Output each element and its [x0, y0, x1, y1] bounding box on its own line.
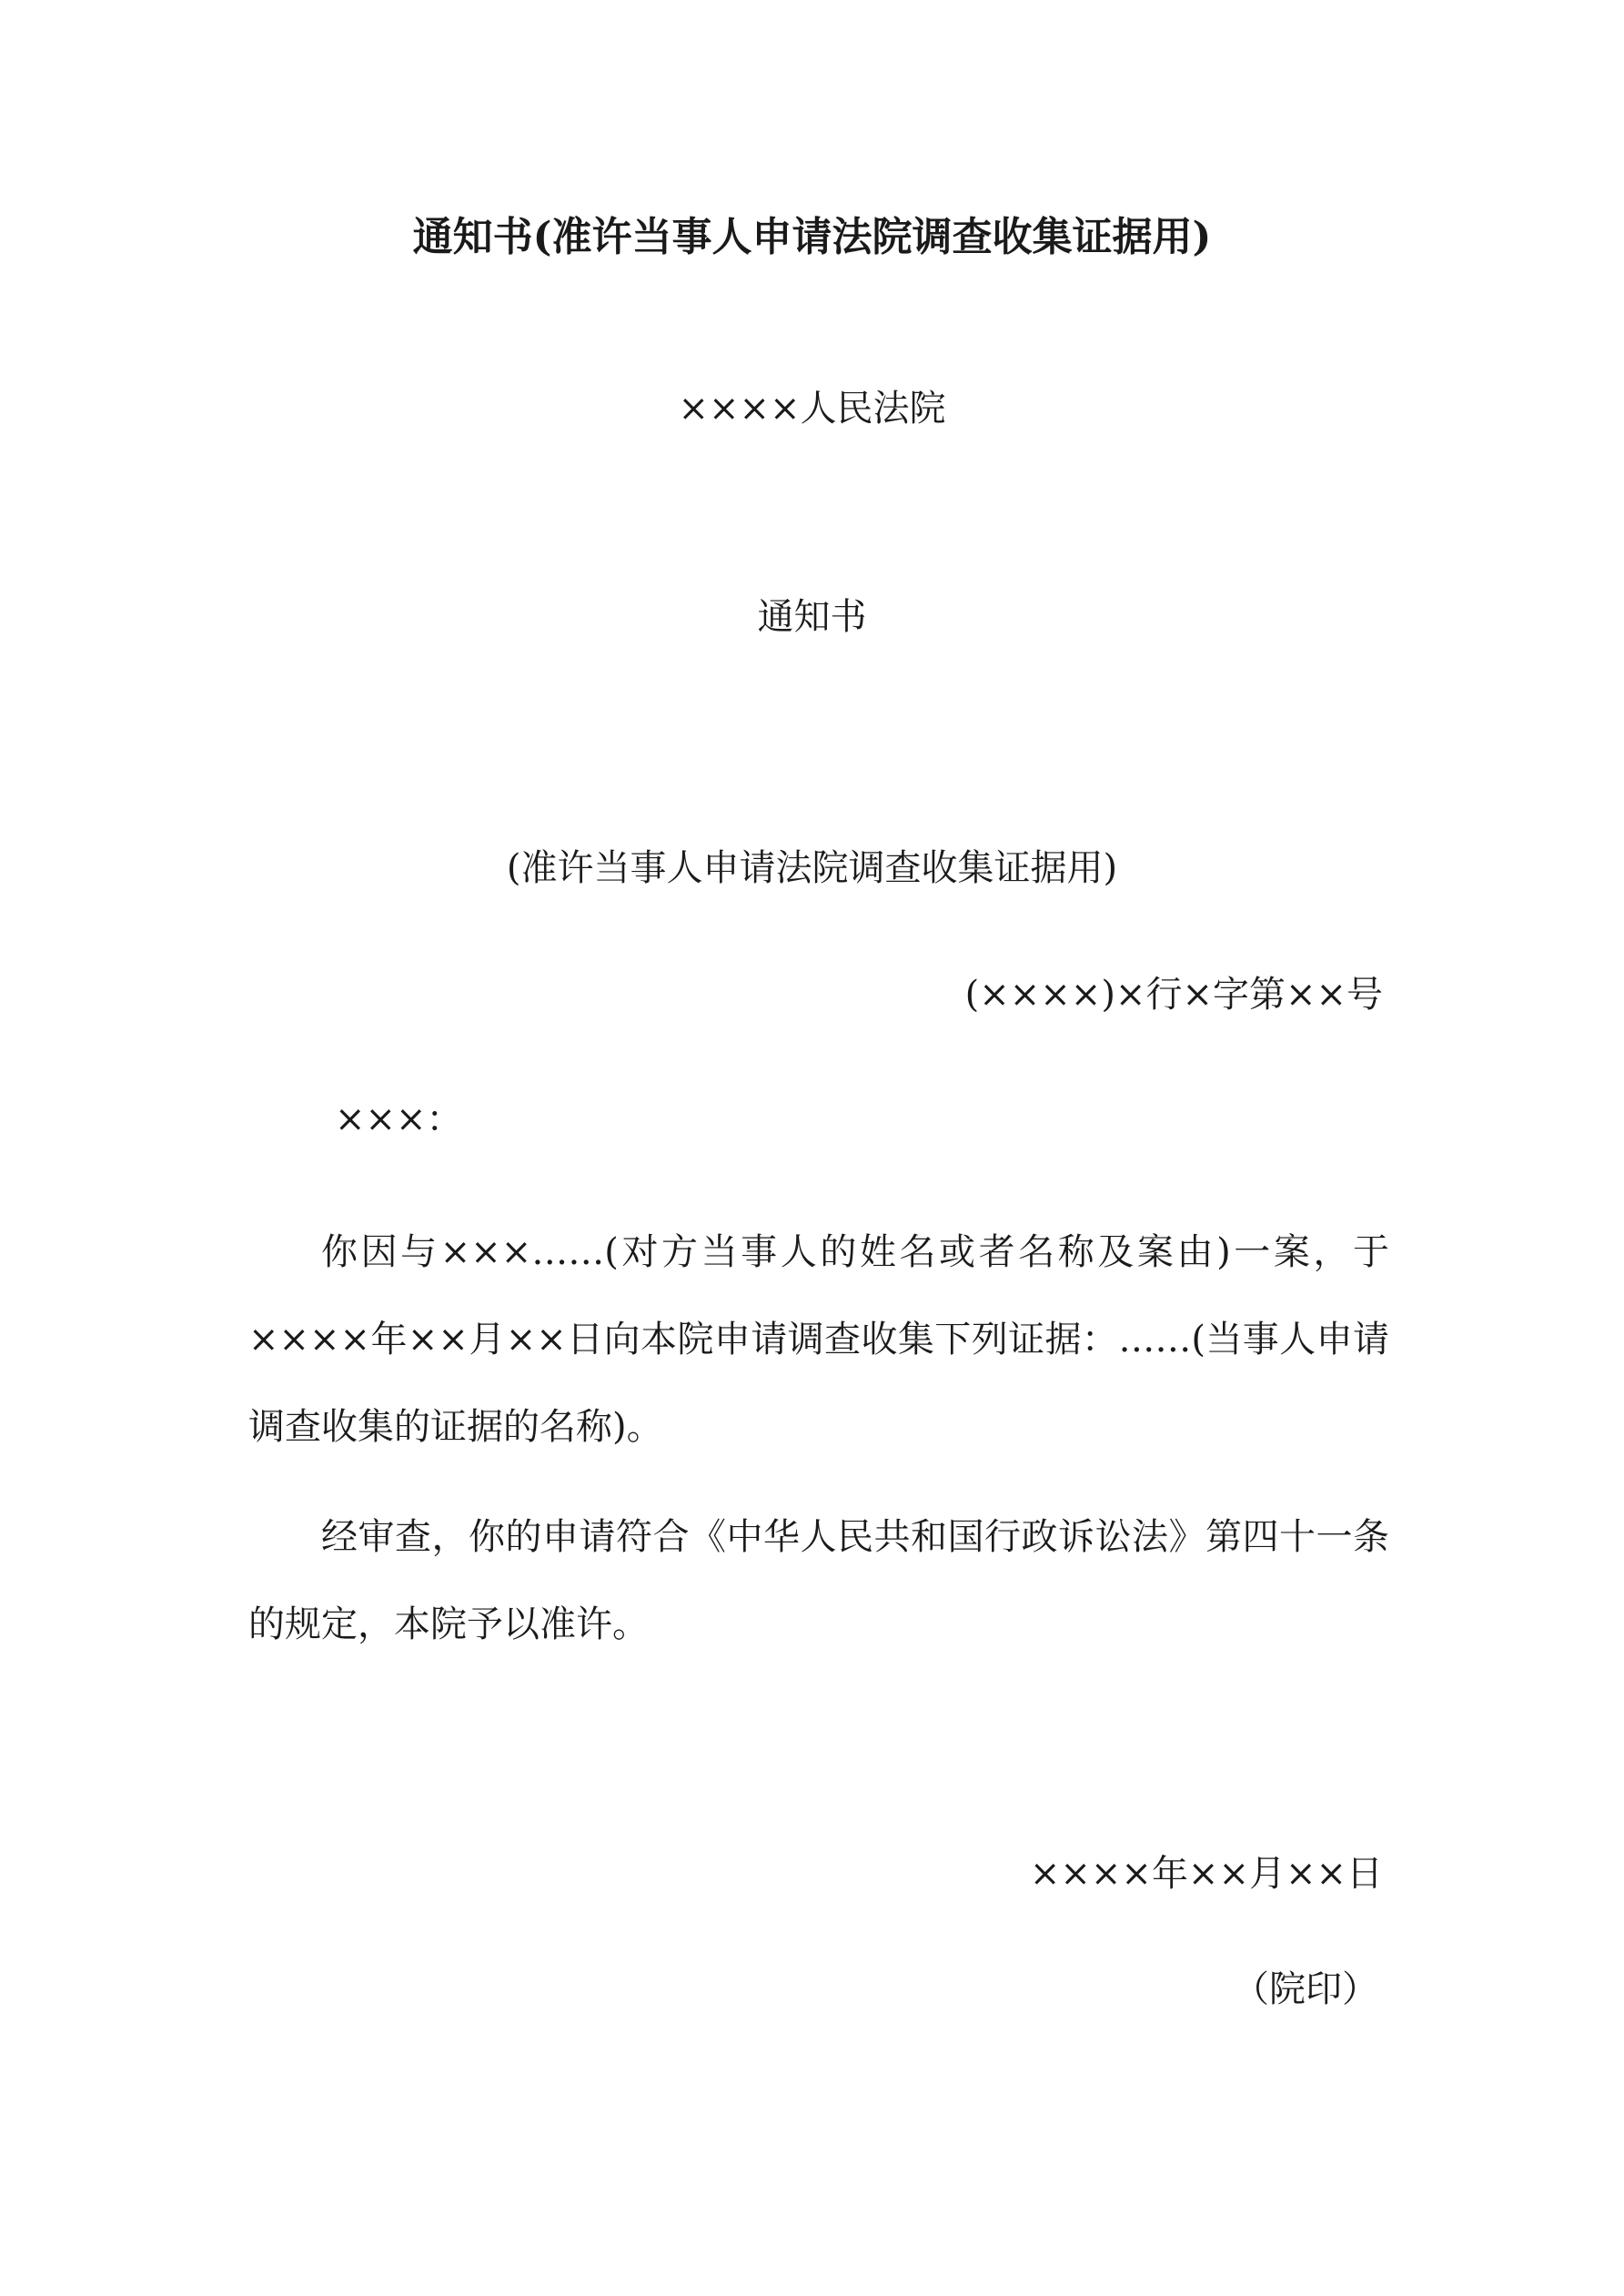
body-paragraph: 你因与×××……(对方当事人的姓名或者名称及案由)一案，于××××年××月××日向本院申请调查收集下列证据：……(当事人申请调查收集的证据的名称)。 — [248, 1231, 1389, 1448]
issue-date: ××××年××月××日 — [1029, 1853, 1383, 1895]
court-name: ××××人民法院 — [678, 388, 946, 430]
body-paragraph: 经审查，你的申请符合《中华人民共和国行政诉讼法》第四十一条的规定，本院予以准许。 — [248, 1516, 1389, 1645]
addressee: ×××： — [335, 1098, 463, 1140]
document-type: 通知书 — [757, 596, 867, 638]
document-title: 通知书(准许当事人申请法院调查收集证据用) — [412, 214, 1212, 260]
seal-note: （院印） — [1233, 1968, 1378, 2010]
case-number: (××××)×行×字第××号 — [964, 974, 1383, 1016]
document-subtitle: (准许当事人申请法院调查收集证据用) — [506, 847, 1118, 889]
